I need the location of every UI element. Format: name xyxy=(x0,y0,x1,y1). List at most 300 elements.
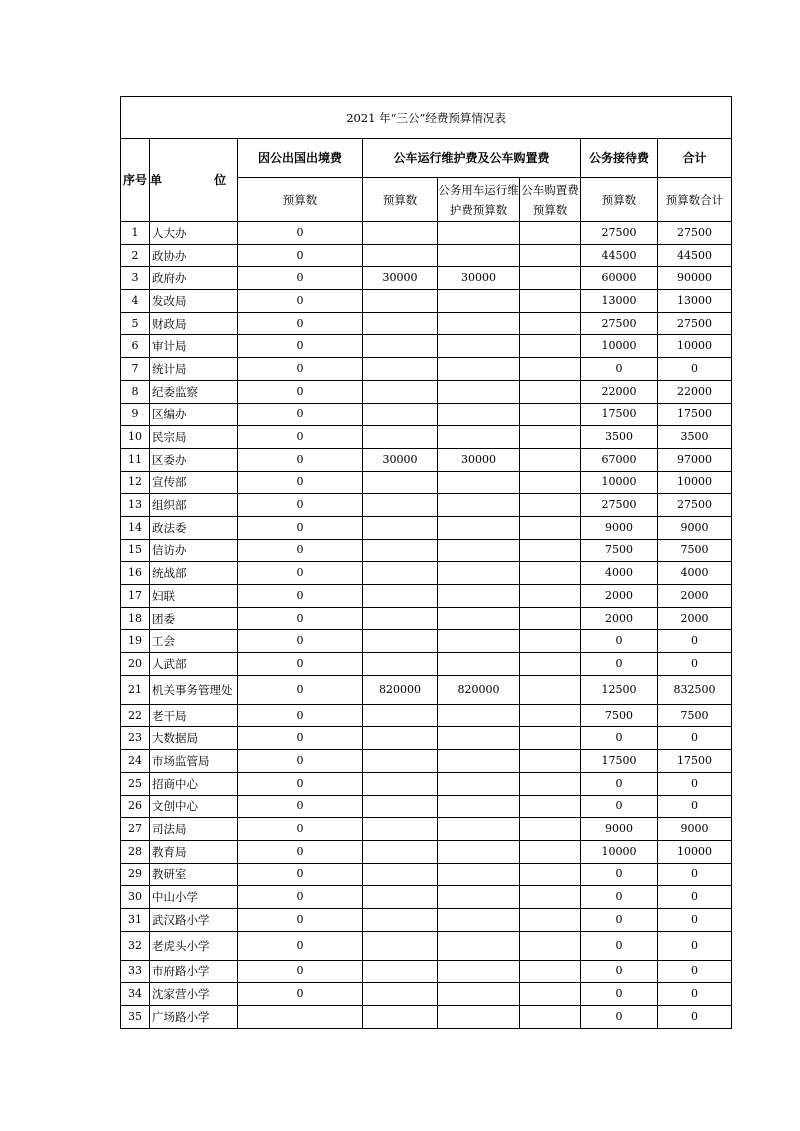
reception-budget-cell: 9000 xyxy=(581,818,658,841)
total-budget-cell: 0 xyxy=(658,983,732,1006)
vehicle-buy-cell xyxy=(520,727,581,750)
travel-budget-cell: 0 xyxy=(238,539,363,562)
vehicle-run-cell xyxy=(438,750,520,773)
vehicle-run-cell xyxy=(438,931,520,960)
row-number-cell: 30 xyxy=(121,886,150,909)
vehicle-run-cell xyxy=(438,585,520,608)
travel-budget-cell: 0 xyxy=(238,403,363,426)
vehicle-buy-cell xyxy=(520,403,581,426)
vehicle-buy-cell xyxy=(520,585,581,608)
travel-budget-cell: 0 xyxy=(238,290,363,313)
row-number-cell: 19 xyxy=(121,630,150,653)
vehicle-buy-cell xyxy=(520,886,581,909)
vehicle-budget-cell xyxy=(363,358,438,381)
table-row xyxy=(121,539,732,562)
unit-name-cell: 市府路小学 xyxy=(150,960,238,983)
unit-name-cell: 机关事务管理处 xyxy=(150,675,238,704)
vehicle-buy-cell xyxy=(520,562,581,585)
table-row xyxy=(121,931,732,960)
reception-budget-cell: 3500 xyxy=(581,426,658,449)
table-row xyxy=(121,585,732,608)
travel-budget-cell: 0 xyxy=(238,516,363,539)
vehicle-buy-cell xyxy=(520,630,581,653)
header-vehicle-buy: 公车购置费预算数 xyxy=(520,178,581,222)
travel-budget-cell: 0 xyxy=(238,630,363,653)
header-travel-group: 因公出国出境费 xyxy=(238,139,363,178)
table-row xyxy=(121,983,732,1006)
vehicle-run-cell xyxy=(438,562,520,585)
vehicle-run-cell xyxy=(438,983,520,1006)
vehicle-budget-cell xyxy=(363,653,438,676)
reception-budget-cell: 12500 xyxy=(581,675,658,704)
vehicle-run-cell xyxy=(438,1006,520,1029)
unit-name-cell: 区委办 xyxy=(150,448,238,471)
reception-budget-cell: 60000 xyxy=(581,267,658,290)
row-number-cell: 27 xyxy=(121,818,150,841)
vehicle-buy-cell xyxy=(520,426,581,449)
total-budget-cell: 7500 xyxy=(658,539,732,562)
travel-budget-cell: 0 xyxy=(238,886,363,909)
row-number-cell: 2 xyxy=(121,244,150,267)
vehicle-run-cell xyxy=(438,653,520,676)
unit-name-cell: 中山小学 xyxy=(150,886,238,909)
travel-budget-cell: 0 xyxy=(238,795,363,818)
total-budget-cell: 0 xyxy=(658,727,732,750)
row-number-cell: 35 xyxy=(121,1006,150,1029)
unit-name-cell: 民宗局 xyxy=(150,426,238,449)
total-budget-cell: 10000 xyxy=(658,840,732,863)
vehicle-buy-cell xyxy=(520,772,581,795)
vehicle-budget-cell xyxy=(363,727,438,750)
table-row xyxy=(121,380,732,403)
unit-name-cell: 统计局 xyxy=(150,358,238,381)
table-row xyxy=(121,471,732,494)
travel-budget-cell: 0 xyxy=(238,312,363,335)
vehicle-budget-cell xyxy=(363,403,438,426)
table-row xyxy=(121,750,732,773)
reception-budget-cell: 0 xyxy=(581,727,658,750)
unit-name-cell: 老干局 xyxy=(150,704,238,727)
row-number-cell: 16 xyxy=(121,562,150,585)
unit-name-cell: 大数据局 xyxy=(150,727,238,750)
vehicle-budget-cell xyxy=(363,335,438,358)
vehicle-buy-cell xyxy=(520,960,581,983)
header-reception-group: 公务接待费 xyxy=(581,139,658,178)
table-row xyxy=(121,886,732,909)
table-row xyxy=(121,222,732,245)
vehicle-buy-cell xyxy=(520,267,581,290)
vehicle-budget-cell: 30000 xyxy=(363,448,438,471)
row-number-cell: 7 xyxy=(121,358,150,381)
reception-budget-cell: 22000 xyxy=(581,380,658,403)
vehicle-buy-cell xyxy=(520,312,581,335)
travel-budget-cell: 0 xyxy=(238,653,363,676)
unit-name-cell: 发改局 xyxy=(150,290,238,313)
reception-budget-cell: 10000 xyxy=(581,840,658,863)
vehicle-budget-cell xyxy=(363,562,438,585)
vehicle-run-cell xyxy=(438,312,520,335)
unit-name-cell: 统战部 xyxy=(150,562,238,585)
travel-budget-cell: 0 xyxy=(238,704,363,727)
table-row xyxy=(121,403,732,426)
row-number-cell: 22 xyxy=(121,704,150,727)
vehicle-buy-cell xyxy=(520,448,581,471)
header-total-budget: 预算数合计 xyxy=(658,178,732,222)
vehicle-budget-cell xyxy=(363,516,438,539)
table-row xyxy=(121,562,732,585)
unit-name-cell: 教研室 xyxy=(150,863,238,886)
vehicle-budget-cell xyxy=(363,908,438,931)
vehicle-buy-cell xyxy=(520,358,581,381)
total-budget-cell: 0 xyxy=(658,653,732,676)
vehicle-run-cell xyxy=(438,290,520,313)
travel-budget-cell: 0 xyxy=(238,358,363,381)
vehicle-buy-cell xyxy=(520,516,581,539)
travel-budget-cell: 0 xyxy=(238,727,363,750)
row-number-cell: 17 xyxy=(121,585,150,608)
row-number-cell: 12 xyxy=(121,471,150,494)
travel-budget-cell: 0 xyxy=(238,471,363,494)
reception-budget-cell: 27500 xyxy=(581,222,658,245)
reception-budget-cell: 2000 xyxy=(581,607,658,630)
travel-budget-cell: 0 xyxy=(238,908,363,931)
travel-budget-cell: 0 xyxy=(238,931,363,960)
unit-name-cell: 人武部 xyxy=(150,653,238,676)
total-budget-cell: 832500 xyxy=(658,675,732,704)
table-row xyxy=(121,727,732,750)
reception-budget-cell: 0 xyxy=(581,795,658,818)
total-budget-cell: 27500 xyxy=(658,222,732,245)
total-budget-cell: 0 xyxy=(658,863,732,886)
budget-table xyxy=(120,96,732,1029)
vehicle-run-cell: 30000 xyxy=(438,448,520,471)
total-budget-cell: 0 xyxy=(658,931,732,960)
vehicle-run-cell xyxy=(438,380,520,403)
vehicle-buy-cell xyxy=(520,471,581,494)
vehicle-buy-cell xyxy=(520,607,581,630)
vehicle-buy-cell xyxy=(520,653,581,676)
vehicle-buy-cell xyxy=(520,222,581,245)
header-vehicle-group: 公车运行维护费及公车购置费 xyxy=(363,139,581,178)
row-number-cell: 13 xyxy=(121,494,150,517)
vehicle-run-cell xyxy=(438,222,520,245)
vehicle-run-cell xyxy=(438,886,520,909)
vehicle-budget-cell xyxy=(363,607,438,630)
unit-name-cell: 市场监管局 xyxy=(150,750,238,773)
vehicle-budget-cell xyxy=(363,244,438,267)
travel-budget-cell: 0 xyxy=(238,863,363,886)
unit-name-cell: 工会 xyxy=(150,630,238,653)
row-number-cell: 5 xyxy=(121,312,150,335)
vehicle-budget-cell xyxy=(363,585,438,608)
reception-budget-cell: 0 xyxy=(581,358,658,381)
vehicle-budget-cell: 30000 xyxy=(363,267,438,290)
vehicle-run-cell xyxy=(438,539,520,562)
row-number-cell: 18 xyxy=(121,607,150,630)
vehicle-run-cell xyxy=(438,908,520,931)
table-title: 2021 年“三公”经费预算情况表 xyxy=(121,97,732,139)
row-number-cell: 14 xyxy=(121,516,150,539)
row-number-cell: 8 xyxy=(121,380,150,403)
vehicle-buy-cell xyxy=(520,750,581,773)
vehicle-run-cell xyxy=(438,863,520,886)
total-budget-cell: 7500 xyxy=(658,704,732,727)
table-row xyxy=(121,494,732,517)
vehicle-run-cell xyxy=(438,727,520,750)
reception-budget-cell: 17500 xyxy=(581,403,658,426)
header-unit: 单 位 xyxy=(150,139,238,222)
vehicle-budget-cell xyxy=(363,494,438,517)
reception-budget-cell: 0 xyxy=(581,886,658,909)
row-number-cell: 21 xyxy=(121,675,150,704)
travel-budget-cell: 0 xyxy=(238,818,363,841)
vehicle-buy-cell xyxy=(520,840,581,863)
total-budget-cell: 10000 xyxy=(658,471,732,494)
travel-budget-cell xyxy=(238,1006,363,1029)
table-row xyxy=(121,607,732,630)
vehicle-budget-cell xyxy=(363,886,438,909)
unit-name-cell: 教育局 xyxy=(150,840,238,863)
travel-budget-cell: 0 xyxy=(238,267,363,290)
row-number-cell: 10 xyxy=(121,426,150,449)
unit-name-cell: 沈家营小学 xyxy=(150,983,238,1006)
vehicle-buy-cell xyxy=(520,290,581,313)
reception-budget-cell: 7500 xyxy=(581,539,658,562)
table-row xyxy=(121,772,732,795)
vehicle-budget-cell xyxy=(363,840,438,863)
vehicle-budget-cell xyxy=(363,750,438,773)
unit-name-cell: 人大办 xyxy=(150,222,238,245)
table-row xyxy=(121,818,732,841)
reception-budget-cell: 13000 xyxy=(581,290,658,313)
unit-name-cell: 审计局 xyxy=(150,335,238,358)
row-number-cell: 33 xyxy=(121,960,150,983)
reception-budget-cell: 0 xyxy=(581,863,658,886)
total-budget-cell: 17500 xyxy=(658,403,732,426)
vehicle-run-cell xyxy=(438,244,520,267)
travel-budget-cell: 0 xyxy=(238,562,363,585)
table-row xyxy=(121,448,732,471)
header-travel-budget: 预算数 xyxy=(238,178,363,222)
vehicle-buy-cell xyxy=(520,539,581,562)
reception-budget-cell: 0 xyxy=(581,908,658,931)
reception-budget-cell: 4000 xyxy=(581,562,658,585)
vehicle-run-cell: 820000 xyxy=(438,675,520,704)
unit-name-cell: 招商中心 xyxy=(150,772,238,795)
vehicle-budget-cell xyxy=(363,795,438,818)
vehicle-run-cell xyxy=(438,494,520,517)
travel-budget-cell: 0 xyxy=(238,380,363,403)
total-budget-cell: 0 xyxy=(658,358,732,381)
unit-name-cell: 司法局 xyxy=(150,818,238,841)
total-budget-cell: 2000 xyxy=(658,585,732,608)
travel-budget-cell: 0 xyxy=(238,448,363,471)
vehicle-budget-cell xyxy=(363,818,438,841)
unit-name-cell: 团委 xyxy=(150,607,238,630)
reception-budget-cell: 10000 xyxy=(581,471,658,494)
total-budget-cell: 0 xyxy=(658,772,732,795)
total-budget-cell: 3500 xyxy=(658,426,732,449)
unit-name-cell: 妇联 xyxy=(150,585,238,608)
vehicle-budget-cell xyxy=(363,539,438,562)
table-row xyxy=(121,426,732,449)
header-reception-budget: 预算数 xyxy=(581,178,658,222)
travel-budget-cell: 0 xyxy=(238,607,363,630)
row-number-cell: 32 xyxy=(121,931,150,960)
table-row xyxy=(121,290,732,313)
row-number-cell: 24 xyxy=(121,750,150,773)
table-row xyxy=(121,960,732,983)
table-row xyxy=(121,795,732,818)
total-budget-cell: 13000 xyxy=(658,290,732,313)
table-row xyxy=(121,840,732,863)
vehicle-budget-cell: 820000 xyxy=(363,675,438,704)
total-budget-cell: 44500 xyxy=(658,244,732,267)
table-row xyxy=(121,630,732,653)
vehicle-buy-cell xyxy=(520,1006,581,1029)
travel-budget-cell: 0 xyxy=(238,840,363,863)
row-number-cell: 29 xyxy=(121,863,150,886)
vehicle-budget-cell xyxy=(363,471,438,494)
unit-name-cell: 文创中心 xyxy=(150,795,238,818)
row-number-cell: 11 xyxy=(121,448,150,471)
table-row xyxy=(121,1006,732,1029)
reception-budget-cell: 2000 xyxy=(581,585,658,608)
table-row xyxy=(121,244,732,267)
total-budget-cell: 9000 xyxy=(658,818,732,841)
table-row xyxy=(121,653,732,676)
travel-budget-cell: 0 xyxy=(238,426,363,449)
row-number-cell: 23 xyxy=(121,727,150,750)
header-seq: 序号 xyxy=(121,139,150,222)
vehicle-run-cell xyxy=(438,630,520,653)
vehicle-buy-cell xyxy=(520,675,581,704)
reception-budget-cell: 17500 xyxy=(581,750,658,773)
unit-name-cell: 区编办 xyxy=(150,403,238,426)
vehicle-budget-cell xyxy=(363,772,438,795)
total-budget-cell: 0 xyxy=(658,886,732,909)
total-budget-cell: 0 xyxy=(658,908,732,931)
table-row xyxy=(121,335,732,358)
vehicle-buy-cell xyxy=(520,494,581,517)
total-budget-cell: 0 xyxy=(658,795,732,818)
travel-budget-cell: 0 xyxy=(238,750,363,773)
travel-budget-cell: 0 xyxy=(238,772,363,795)
row-number-cell: 15 xyxy=(121,539,150,562)
row-number-cell: 1 xyxy=(121,222,150,245)
vehicle-buy-cell xyxy=(520,704,581,727)
vehicle-run-cell xyxy=(438,818,520,841)
table-row xyxy=(121,863,732,886)
travel-budget-cell: 0 xyxy=(238,335,363,358)
vehicle-budget-cell xyxy=(363,630,438,653)
row-number-cell: 3 xyxy=(121,267,150,290)
travel-budget-cell: 0 xyxy=(238,222,363,245)
table-row xyxy=(121,908,732,931)
reception-budget-cell: 0 xyxy=(581,931,658,960)
travel-budget-cell: 0 xyxy=(238,494,363,517)
reception-budget-cell: 0 xyxy=(581,630,658,653)
vehicle-run-cell xyxy=(438,358,520,381)
unit-name-cell: 武汉路小学 xyxy=(150,908,238,931)
row-number-cell: 6 xyxy=(121,335,150,358)
table-row xyxy=(121,704,732,727)
vehicle-run-cell xyxy=(438,516,520,539)
total-budget-cell: 90000 xyxy=(658,267,732,290)
reception-budget-cell: 67000 xyxy=(581,448,658,471)
vehicle-run-cell: 30000 xyxy=(438,267,520,290)
vehicle-run-cell xyxy=(438,403,520,426)
unit-name-cell: 政法委 xyxy=(150,516,238,539)
reception-budget-cell: 10000 xyxy=(581,335,658,358)
vehicle-run-cell xyxy=(438,607,520,630)
vehicle-run-cell xyxy=(438,960,520,983)
total-budget-cell: 27500 xyxy=(658,494,732,517)
vehicle-buy-cell xyxy=(520,931,581,960)
unit-name-cell: 纪委监察 xyxy=(150,380,238,403)
total-budget-cell: 4000 xyxy=(658,562,732,585)
vehicle-buy-cell xyxy=(520,983,581,1006)
unit-name-cell: 信访办 xyxy=(150,539,238,562)
vehicle-run-cell xyxy=(438,840,520,863)
total-budget-cell: 17500 xyxy=(658,750,732,773)
table-row xyxy=(121,675,732,704)
row-number-cell: 25 xyxy=(121,772,150,795)
vehicle-budget-cell xyxy=(363,312,438,335)
total-budget-cell: 9000 xyxy=(658,516,732,539)
vehicle-budget-cell xyxy=(363,983,438,1006)
table-row xyxy=(121,358,732,381)
unit-name-cell: 组织部 xyxy=(150,494,238,517)
vehicle-buy-cell xyxy=(520,380,581,403)
vehicle-budget-cell xyxy=(363,380,438,403)
reception-budget-cell: 44500 xyxy=(581,244,658,267)
table-row xyxy=(121,312,732,335)
header-vehicle-run: 公务用车运行维护费预算数 xyxy=(438,178,520,222)
vehicle-budget-cell xyxy=(363,1006,438,1029)
unit-name-cell: 广场路小学 xyxy=(150,1006,238,1029)
vehicle-buy-cell xyxy=(520,335,581,358)
vehicle-buy-cell xyxy=(520,818,581,841)
total-budget-cell: 0 xyxy=(658,1006,732,1029)
row-number-cell: 20 xyxy=(121,653,150,676)
header-total-group: 合计 xyxy=(658,139,732,178)
row-number-cell: 26 xyxy=(121,795,150,818)
reception-budget-cell: 0 xyxy=(581,983,658,1006)
reception-budget-cell: 0 xyxy=(581,653,658,676)
vehicle-run-cell xyxy=(438,471,520,494)
vehicle-buy-cell xyxy=(520,863,581,886)
unit-name-cell: 政府办 xyxy=(150,267,238,290)
travel-budget-cell: 0 xyxy=(238,675,363,704)
vehicle-run-cell xyxy=(438,335,520,358)
vehicle-run-cell xyxy=(438,704,520,727)
vehicle-budget-cell xyxy=(363,960,438,983)
vehicle-budget-cell xyxy=(363,222,438,245)
unit-name-cell: 政协办 xyxy=(150,244,238,267)
reception-budget-cell: 9000 xyxy=(581,516,658,539)
vehicle-run-cell xyxy=(438,772,520,795)
reception-budget-cell: 0 xyxy=(581,1006,658,1029)
vehicle-budget-cell xyxy=(363,704,438,727)
unit-name-cell: 宣传部 xyxy=(150,471,238,494)
vehicle-budget-cell xyxy=(363,931,438,960)
vehicle-run-cell xyxy=(438,426,520,449)
unit-name-cell: 老虎头小学 xyxy=(150,931,238,960)
unit-name-cell: 财政局 xyxy=(150,312,238,335)
travel-budget-cell: 0 xyxy=(238,960,363,983)
travel-budget-cell: 0 xyxy=(238,983,363,1006)
